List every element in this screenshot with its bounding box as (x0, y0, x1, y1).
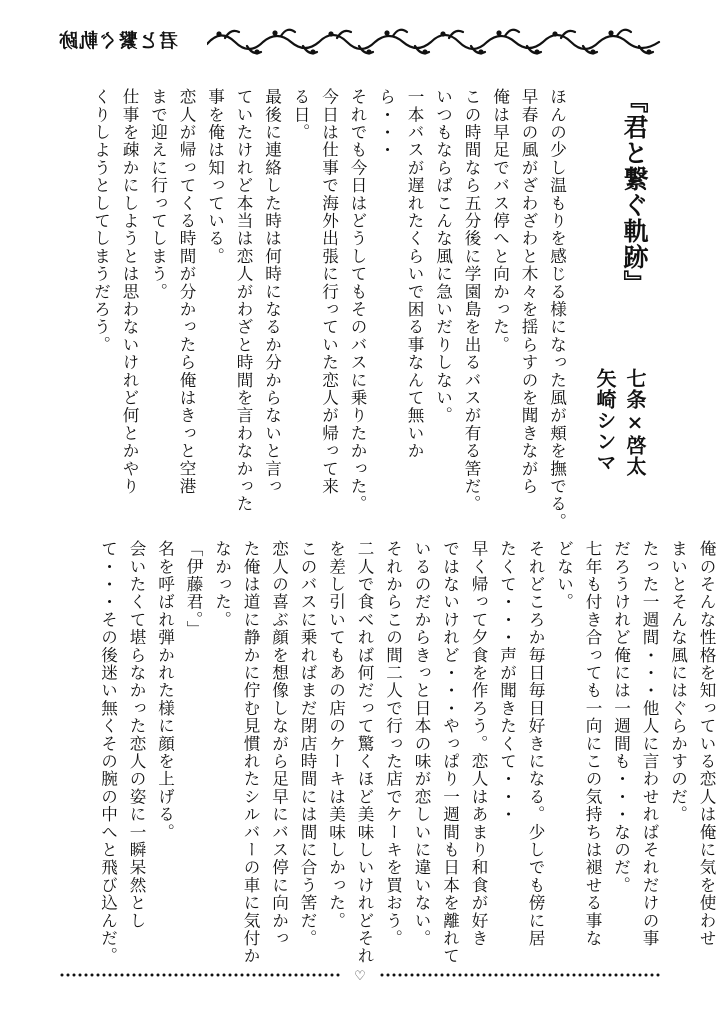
text-line: 仕事を疎かにしようとは思わないけれど何とかやり (120, 88, 139, 496)
text-line: 早春の風がざわざわと木々を揺らすのを聞きながら (519, 88, 538, 496)
text-line: ではないけれど・・・やっぱり一週間も日本を離れて (440, 540, 460, 965)
text-line: 二人で食べれば何だって驚くほど美味しいけれどそれ (355, 540, 374, 965)
story-title: 『君と繋ぐ軌跡』 (620, 88, 649, 296)
footer-ornament (60, 963, 660, 987)
page-header (52, 22, 664, 62)
text-line: たった一週間・・・他人に言わせればそれだけの事 (640, 540, 659, 948)
text-line: ほんの少し温もりを感じる様になった風が頬を撫でる。 (547, 88, 567, 531)
text-line: この時間なら五分後に学園島を出るバスが有る筈だ。 (462, 88, 481, 513)
heart-ornament: ♡ (354, 969, 366, 984)
text-line: 俺は早足でバス停へと向かった。 (490, 88, 510, 354)
text-line: それでも今日はどうしてもそのバスに乗りたかった。 (348, 88, 367, 513)
text-line: 恋人が帰ってくる時間が分かったら俺はきっと空港 (177, 88, 196, 496)
text-line: いつもならばこんな風に急いだりしない。 (433, 88, 453, 425)
text-column-upper (86, 88, 571, 531)
text-line: 「伊藤君。」 (184, 540, 203, 638)
text-line: て・・・その後迷い無くその腕の中へと飛び込んだ。 (98, 540, 118, 965)
text-line: 七年も付き合っても一向にこの気持ちは褪せる事な (583, 540, 602, 948)
text-line: いるのだからきっと日本の味が恋しいに違いない。 (412, 540, 431, 948)
text-line: 会いたくて堪らなかった恋人の姿に一瞬呆然とし (127, 540, 146, 930)
text-line: だろうけれど俺には一週間も・・・なのだ。 (611, 540, 631, 894)
text-line: このバスに乗ればまだ閉店時間には間に合う筈だ。 (298, 540, 317, 948)
text-line: くりしようとしてしまうだろう。 (91, 88, 111, 354)
text-line: 一本バスが遅れたくらいで困る事なんて無いか (405, 88, 424, 460)
text-line: を差し引いてもあの店のケーキは美味しかった。 (326, 540, 346, 930)
text-line: なかった。 (212, 540, 232, 629)
pairing-label: 七条×啓太 (623, 368, 647, 477)
text-line: たくて・・・声が聞きたくて・・・ (497, 540, 517, 824)
text-line: 事を俺は知っている。 (205, 88, 225, 265)
author-name: 矢崎シンマ (593, 368, 617, 473)
text-line: 名を呼ばれ弾かれた様に顔を上げる。 (155, 540, 175, 841)
dotted-divider (60, 963, 660, 987)
text-line: それからこの間二人で行った店でケーキを買おう。 (383, 540, 403, 948)
text-line: ていたけれど本当は恋人がわざと時間を言わなかった (234, 88, 253, 513)
text-line: 今日は仕事で海外出張に行っていた恋人が帰って来 (319, 88, 339, 496)
text-line: ら・・・ (376, 88, 396, 159)
text-line: た俺は道に静かに佇む見慣れたシルバーの車に気付か (241, 540, 260, 965)
text-line: 早く帰って夕食を作ろう。恋人はあまり和食が好き (469, 540, 488, 948)
text-line: まいとそんな風にはぐらかすのだ。 (668, 540, 688, 824)
text-line: 恋人の喜ぶ顔を想像しながら足早にバス停に向かっ (269, 540, 289, 948)
text-line: どない。 (554, 540, 574, 611)
author-block (590, 368, 650, 477)
text-line: それどころか毎日毎日好きになる。少しでも傍に居 (526, 540, 545, 948)
text-line: まで迎えに行ってしまう。 (148, 88, 168, 301)
text-line: 俺のそんな性格を知っている恋人は俺に気を使わせ (697, 540, 716, 948)
text-column-lower (93, 540, 718, 980)
vine-ornament (207, 24, 662, 58)
text-line: る日。 (291, 88, 310, 142)
running-title: 君と繋ぐ軌跡 (58, 30, 179, 52)
text-line: 最後に連絡した時は何時になるか分からないと言っ (262, 88, 282, 496)
